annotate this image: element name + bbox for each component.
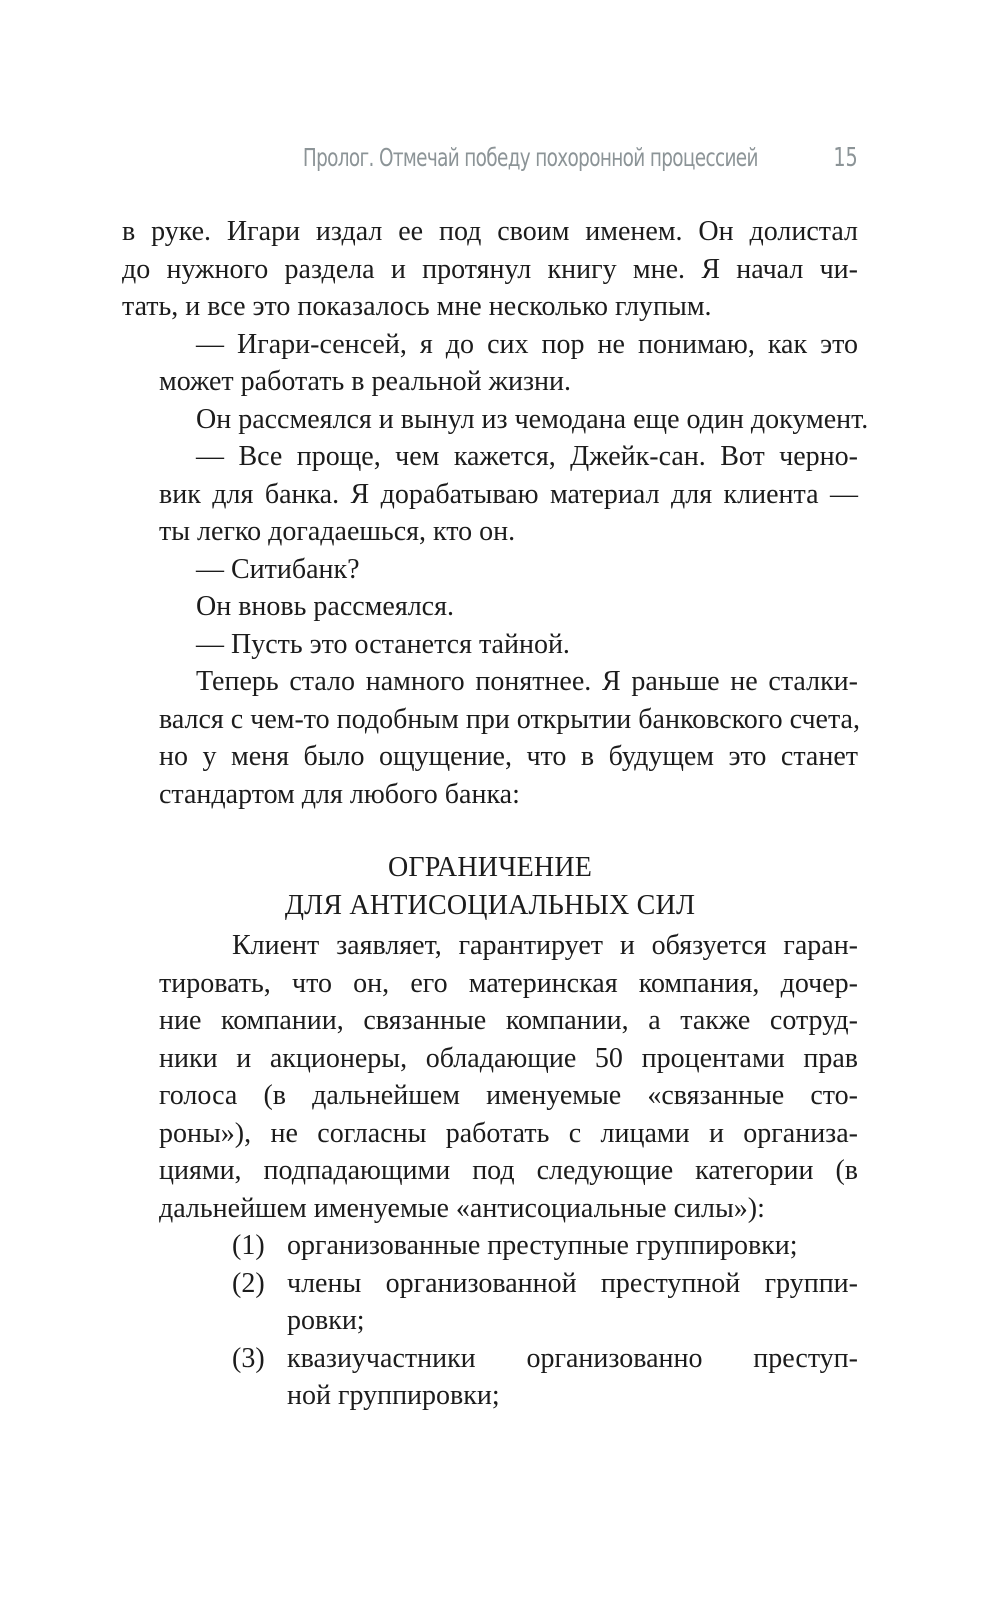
text-line: — Пусть это останется тайной. — [196, 628, 570, 660]
list-item — [122, 1340, 858, 1415]
running-title: Пролог. Отмечай победу похоронной процессией — [303, 143, 758, 172]
list-item-text: члены организованной преступной группи- — [287, 1267, 858, 1299]
text-line: ники и акционеры, обладающие 50 процентами прав — [159, 1042, 858, 1074]
text-line: ты легко догадаешься, кто он. — [159, 516, 516, 547]
paragraph — [122, 213, 858, 326]
text-line: дальнейшем именуемые «антисоциальные силы»): — [159, 1192, 765, 1224]
text-line: может работать в реальной жизни. — [159, 366, 571, 397]
text-line: тать, и все это показалось мне несколько глупым. — [122, 291, 712, 322]
text-line: роны»), не согласны работать с лицами и организа- — [159, 1117, 858, 1149]
running-header — [120, 143, 858, 183]
category-list — [122, 1227, 858, 1415]
list-item-text: квазиучастники организованно преступ- — [287, 1342, 858, 1374]
text-line: вик для банка. Я дорабатываю материал для клиента — — [159, 478, 858, 510]
body-text — [122, 213, 869, 1415]
paragraph — [122, 663, 858, 813]
text-line: голоса (в дальнейшем именуемые «связанные сто- — [159, 1080, 858, 1111]
text-line: Клиент заявляет, гарантирует и обязуется гаран- — [232, 930, 858, 961]
text-line: ние компании, связанные компании, а также сотруд- — [159, 1005, 858, 1036]
paragraph — [122, 326, 858, 401]
text-line: вался с чем-то подобным при открытии банковского счета, — [159, 703, 860, 735]
list-item — [122, 1265, 858, 1340]
text-line: — Ситибанк? — [196, 553, 360, 585]
section-heading-line: ОГРАНИЧЕНИЕ — [387, 852, 593, 883]
list-item-text: организованные преступные группировки; — [287, 1230, 798, 1261]
paragraph — [122, 626, 858, 664]
text-line: но у меня было ощущение, что в будущем это станет — [159, 741, 858, 772]
paragraph — [122, 401, 869, 439]
section-heading-line: ДЛЯ АНТИСОЦИАЛЬНЫХ СИЛ — [284, 890, 696, 921]
clause-text — [122, 927, 858, 1227]
list-item-number: (3) — [232, 1342, 265, 1374]
text-line: до нужного раздела и протянул книгу мне. Я начал чи- — [122, 253, 858, 285]
list-item-number: (1) — [232, 1230, 265, 1261]
text-line: тировать, что он, его материнская компания, дочер- — [159, 967, 858, 999]
paragraph — [122, 551, 858, 589]
list-item-text: ровки; — [287, 1305, 365, 1336]
list-item — [122, 1227, 858, 1265]
text-line: — Игари-сенсей, я до сих пор не понимаю, как это — [196, 328, 858, 360]
page-number: 15 — [833, 143, 858, 173]
list-item-number: (2) — [232, 1267, 265, 1299]
text-line: стандартом для любого банка: — [159, 778, 520, 810]
text-line: циями, подпадающими под следующие категории (в — [159, 1155, 858, 1186]
paragraph — [122, 438, 858, 551]
text-line: Он вновь рассмеялся. — [196, 591, 454, 622]
paragraph — [122, 588, 858, 626]
text-line: Теперь стало намного понятнее. Я раньше не сталки- — [196, 666, 858, 697]
text-line: — Все проще, чем кажется, Джейк-сан. Вот черно- — [196, 441, 858, 472]
text-line: в руке. Игари издал ее под своим именем. Он долистал — [122, 216, 858, 247]
section-heading — [122, 849, 858, 925]
list-item-text: ной группировки; — [287, 1380, 500, 1411]
text-line: Он рассмеялся и вынул из чемодана еще один документ. — [196, 403, 869, 435]
